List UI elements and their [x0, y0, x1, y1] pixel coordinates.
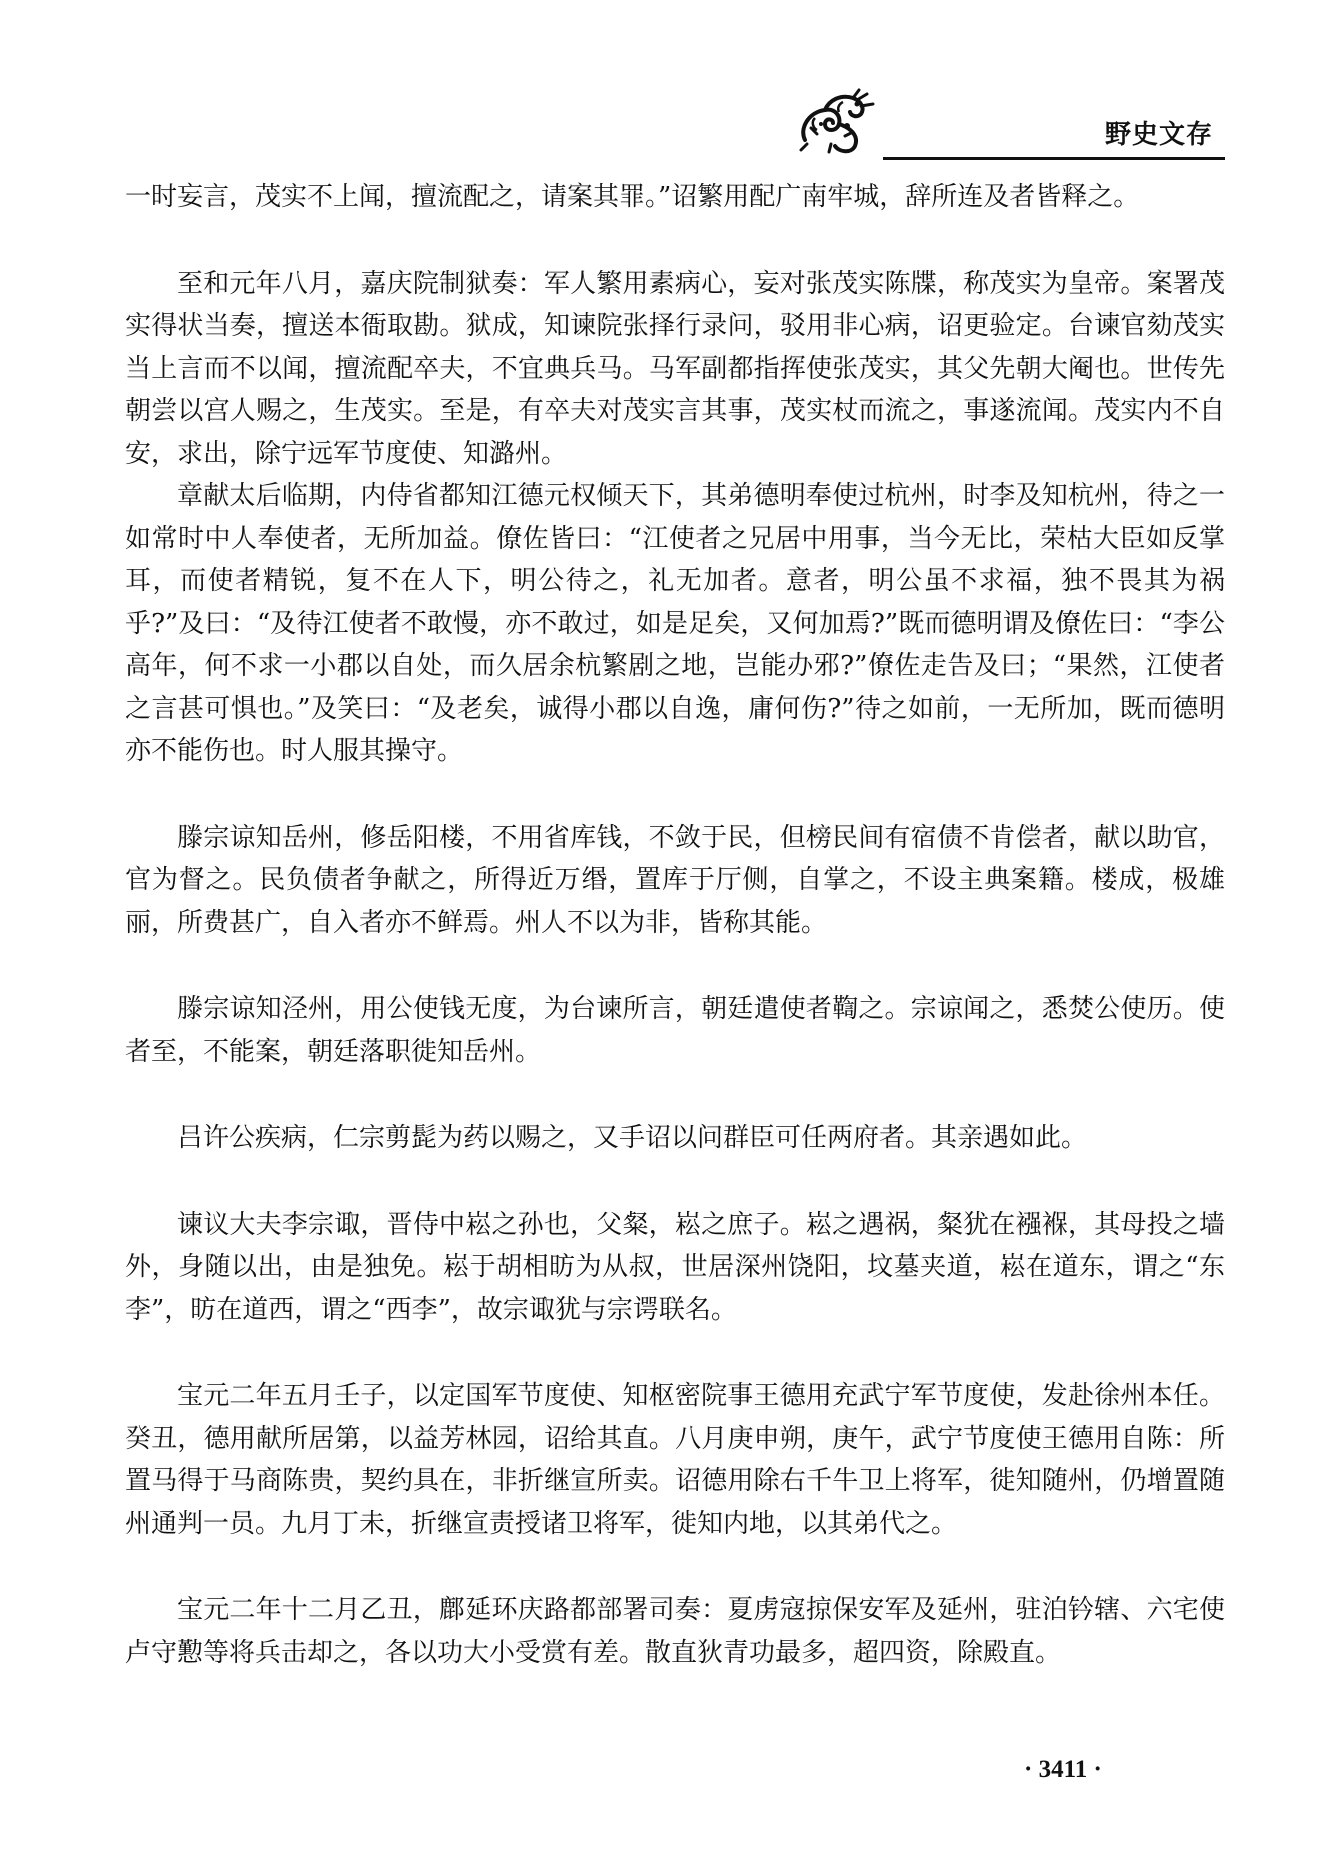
paragraph-jingzhou: 滕宗谅知泾州，用公使钱无度，为台谏所言，朝廷遣使者鞫之。宗谅闻之，悉焚公使历。使者至，不能案，朝廷落职徙知岳州。	[125, 994, 1225, 1067]
dragon-emblem-icon	[795, 88, 885, 156]
running-header	[795, 88, 1225, 163]
paragraph-jiang-deming: 章献太后临期，内侍省都知江德元权倾天下，其弟德明奉使过杭州，时李及知杭州，待之一如常时中人奉使者，无所加益。僚佐皆曰：“江使者之兄居中用事，当今无比，荣枯大臣如反掌耳，而使者精锐，复不在人下，明公待之，礼无加者。意者，明公虽不求福，独不畏其为祸乎?”及曰：“及待江使者不敢慢，亦不敢过，如是足矣，又何加焉?”既而德明谓及僚佐曰：“李公高年，何不求一小郡以自处，而久居余杭繁剧之地，岂能办邪?”僚佐走告及曰；“果然，江使者之言甚可惧也。”及笑曰：“及老矣，诚得小郡以自逸，庸何伤?”待之如前，一无所加，既而德明亦不能伤也。时人服其操守。	[125, 481, 1225, 766]
page-number: · 3411 ·	[1024, 1756, 1102, 1783]
series-title: 野史文存	[1105, 120, 1214, 150]
paragraph-li-zongyong: 谏议大夫李宗诹，晋侍中崧之孙也，父粲，崧之庶子。崧之遇祸，粲犹在襁褓，其母投之墙外，身随以出，由是独免。崧于胡相昉为从叔，世居深州饶阳，坟墓夹道，崧在道东，谓之“东李”，昉在道西，谓之“西李”，故宗诹犹与宗谔联名。	[125, 1209, 1225, 1325]
paragraph-zhang-maoshi: 至和元年八月，嘉庆院制狱奏：军人繁用素病心，妄对张茂实陈牒，称茂实为皇帝。案署茂实得状当奏，擅送本衙取勘。狱成，知谏院张择行录问，驳用非心病，诏更验定。台谏官劾茂实当上言而不以闻，擅流配卒夫，不宜典兵马。马军副都指挥使张茂实，其父先朝大阉也。世传先朝尝以宫人赐之，生茂实。至是，有卒夫对茂实言其事，茂实杖而流之，事遂流闻。茂实内不自安，求出，除宁远军节度使、知潞州。	[125, 268, 1225, 469]
paragraph-di-qing: 宝元二年十二月乙丑，鄜延环庆路都部署司奏：夏虏寇掠保安军及延州，驻泊钤辖、六宅使卢守懃等将兵击却之，各以功大小受赏有差。散直狄青功最多，超四资，除殿直。	[125, 1595, 1225, 1668]
paragraph-yueyang-tower: 滕宗谅知岳州，修岳阳楼，不用省库钱，不敛于民，但榜民间有宿债不肯偿者，献以助官，官为督之。民负债者争献之，所得近万缗，置库于厅侧，自掌之，不设主典案籍。楼成，极雄丽，所费甚广，自入者亦不鲜焉。州人不以为非，皆称其能。	[125, 822, 1225, 938]
paragraph-lu-xugong: 吕许公疾病，仁宗剪髭为药以赐之，又手诏以问群臣可任两府者。其亲遇如此。	[177, 1123, 1088, 1153]
paragraph-continuation: 一时妄言，茂实不上闻，擅流配之，请案其罪。”诏繁用配广南牢城，辞所连及者皆释之。	[125, 182, 1140, 212]
page-body	[125, 176, 1225, 1674]
paragraph-wang-deyong: 宝元二年五月壬子，以定国军节度使、知枢密院事王德用充武宁军节度使，发赴徐州本任。癸丑，德用献所居第，以益芳林园，诏给其直。八月庚申朔，庚午，武宁节度使王德用自陈：所置马得于马商陈贵，契约具在，非折继宣所卖。诏德用除右千牛卫上将军，徙知随州，仍增置随州通判一员。九月丁未，折继宣责授诸卫将军，徙知内地，以其弟代之。	[125, 1381, 1225, 1539]
header-rule	[883, 157, 1225, 160]
